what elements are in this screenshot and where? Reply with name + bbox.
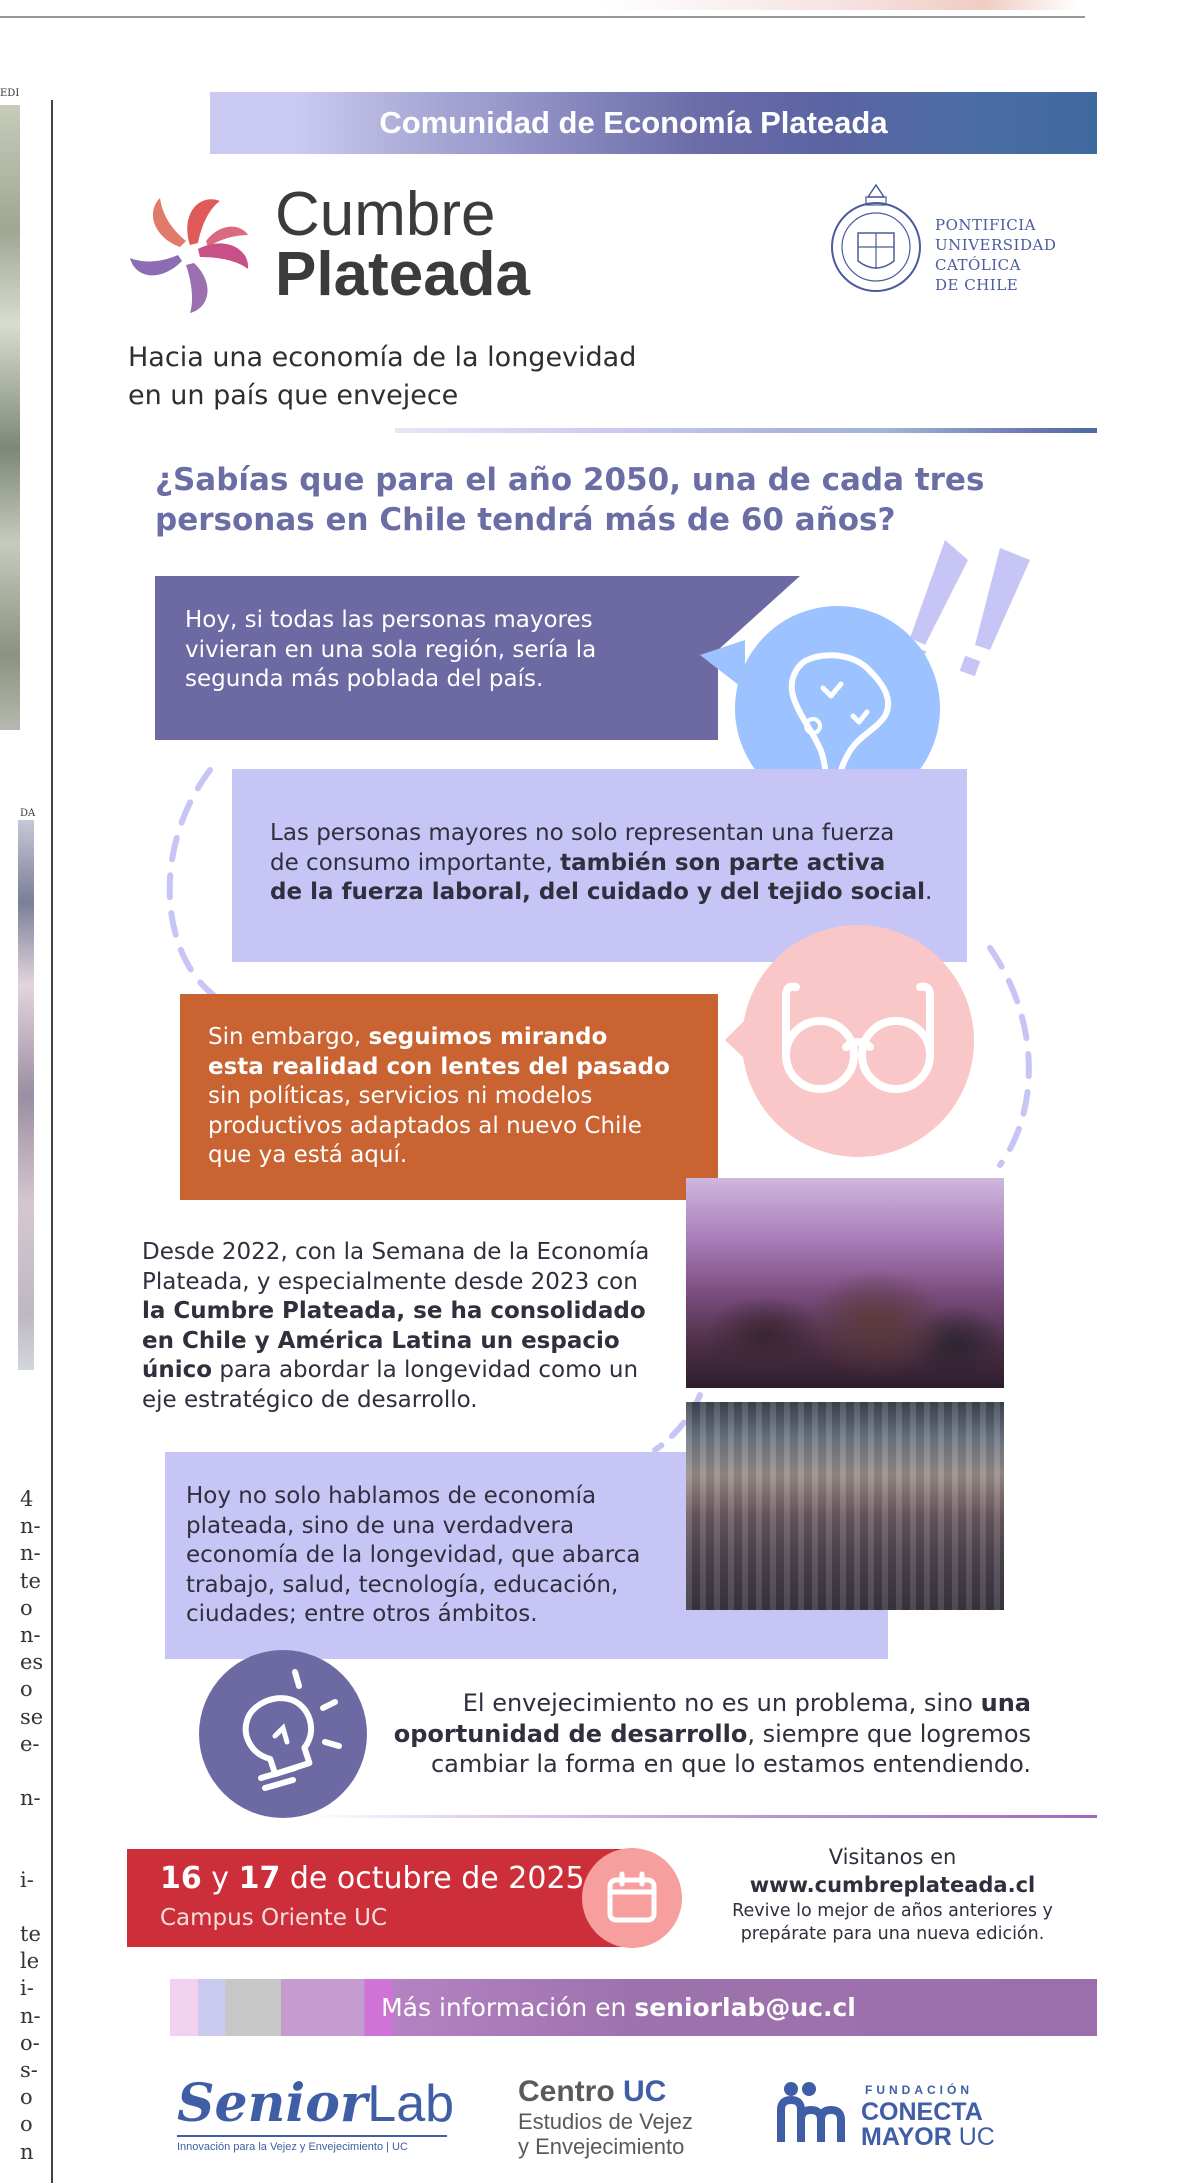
conecta-mayor-icon: [775, 2080, 855, 2150]
event-photo-networking: [686, 1178, 1004, 1388]
adjacent-column-text: 4 n- n- te o n- es o se e- n- i- te le i- n- o- s- o o n: [20, 1487, 44, 2164]
event-photo-audience: [686, 1402, 1004, 1610]
section-divider: [310, 1815, 1097, 1818]
outdated-lens-box: [180, 994, 718, 1200]
margin-label: EDI: [0, 88, 20, 99]
event-place: Campus Oriente UC: [160, 1905, 388, 1931]
website-info: [705, 1844, 1080, 1946]
community-band-title: Comunidad de Economía Plateada: [379, 105, 888, 140]
fact-box-text: Hoy, si todas las personas mayores vivieran en una sola región, sería la segunda más poblada del país.: [185, 607, 597, 692]
headline-question: ¿Sabías que para el año 2050, una de cada tres personas en Chile tendrá más de 60 años?: [155, 462, 985, 538]
longevity-economy-text: Hoy no solo hablamos de economía plateada, sino de una verdadvera economía de la longevidad, que abarca trabajo, salud, tecnología, educación, ciudades; entre otros ámbitos.: [186, 1483, 641, 1627]
event-date: 16 y 17 de octubre de 2025: [160, 1861, 585, 1896]
conecta-mayor-logo: FUNDACIÓN CONECTA MAYOR UC: [775, 2080, 1015, 2155]
opportunity-statement: El envejecimiento no es un problema, sino una oportunidad de desarrollo, siempre que logremos cambiar la forma en que lo estamos entendiendo.: [393, 1689, 1031, 1778]
margin-label: DA: [20, 808, 36, 819]
history-paragraph: Desde 2022, con la Semana de la Economía Plateada, y especialmente desde 2023 con la Cumbre Plateada, se ha consolidado en Chile y América Latina un espacio único para abordar la longevidad como un eje estratégico de desarrollo.: [142, 1239, 650, 1413]
website-link[interactable]: www.cumbreplateada.cl: [749, 1873, 1036, 1897]
university-name: PONTIFICIA UNIVERSIDAD CATÓLICA DE CHILE: [935, 216, 1057, 294]
event-date-box: [127, 1849, 627, 1947]
contact-email-link[interactable]: seniorlab@uc.cl: [634, 1993, 856, 2022]
contact-band: [170, 1979, 1097, 2036]
calendar-icon: [582, 1848, 682, 1948]
brand-name-line2: Plateada: [275, 240, 531, 309]
seniorlab-logo: SeniorLab Innovación para la Vejez y Envejecimiento | UC: [177, 2073, 455, 2153]
glasses-icon: [742, 925, 974, 1157]
lightbulb-icon: [199, 1650, 367, 1818]
centro-uc-logo: Centro UC Estudios de Vejez y Envejecimiento: [518, 2075, 693, 2159]
contact-text: Más información en seniorlab@uc.cl: [381, 1993, 856, 2022]
brand-name-line1: Cumbre: [275, 180, 496, 249]
tagline: Hacia una economía de la longevidad en un país que envejece: [128, 342, 637, 411]
visit-note: prepárate para una nueva edición.: [740, 1924, 1045, 1944]
labor-force-text: Las personas mayores no solo representan una fuerza de consumo importante, también son parte activa de la fuerza laboral, del cuidado y del tejido social.: [270, 820, 933, 905]
outdated-lens-text: Sin embargo, seguimos mirando esta realidad con lentes del pasado sin políticas, servicios ni modelos productivos adaptados al nuevo Chile que ya está aquí.: [208, 1024, 670, 1168]
visit-note: Revive lo mejor de años anteriores y: [732, 1901, 1053, 1921]
visit-label: Visitanos en: [828, 1845, 957, 1869]
